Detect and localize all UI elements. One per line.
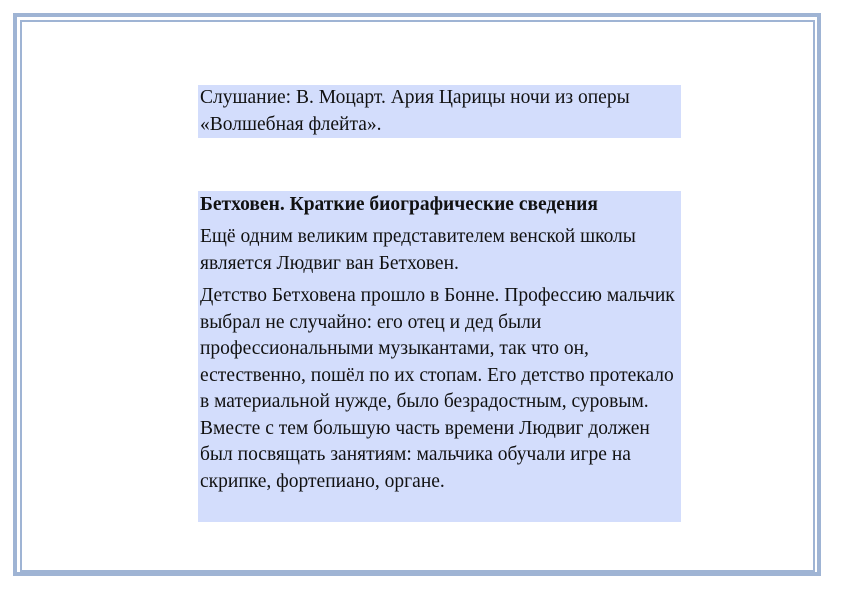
- biography-paragraph-2: Детство Бетховена прошло в Бонне. Профессию мальчик выбрал не случайно: его отец и дед были профессиональными музыкантами, так что он, естественно, пошёл по их стопам. Его детство протекало в материальной нужде, было безрадостным, суровым. Вместе с тем большую часть времени Людвиг должен был посвящать занятиям: мальчика обучали игре на скрипке, фортепиано, органе.: [200, 285, 675, 492]
- listening-text: Слушание: В. Моцарт. Ария Царицы ночи из оперы «Волшебная флейта».: [200, 87, 630, 135]
- listening-text-block: [198, 85, 681, 138]
- biography-text-block: [198, 191, 681, 522]
- biography-title: Бетховен. Краткие биографические сведения: [200, 194, 598, 215]
- biography-paragraph-1: Ещё одним великим представителем венской школы является Людвиг ван Бетховен.: [200, 226, 636, 274]
